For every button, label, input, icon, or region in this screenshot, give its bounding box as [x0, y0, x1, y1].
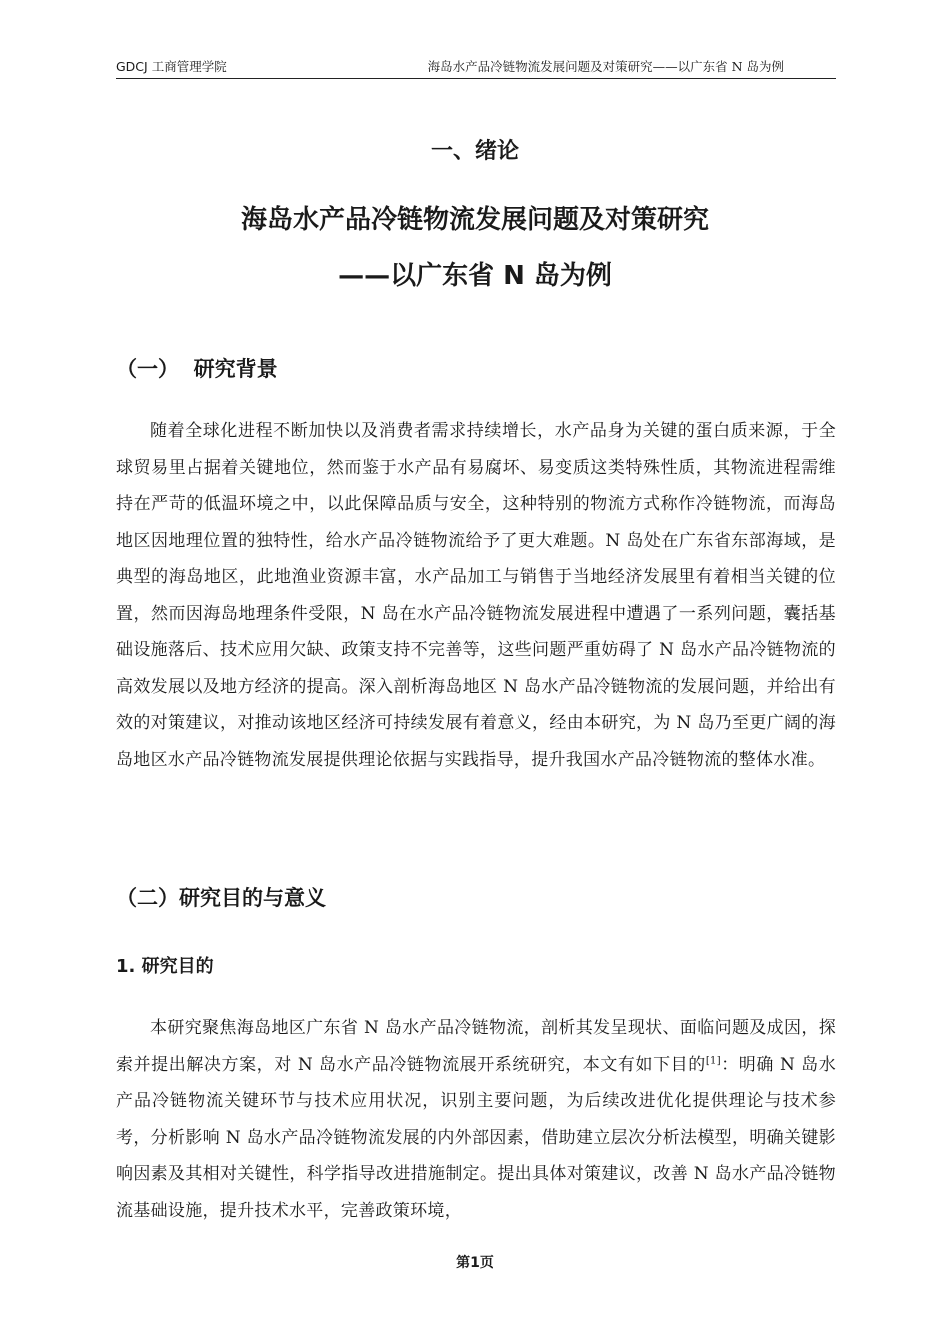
section-heading-purpose-significance: （二）研究目的与意义 — [116, 886, 326, 910]
citation-marker: [1] — [705, 1054, 721, 1066]
paragraph-purpose-part1: 本研究聚焦海岛地区广东省 N 岛水产品冷链物流，剖析其发呈现状、面临问题及成因，探索并提出解决方案，对 N 岛水产品冷链物流展开系统研究，本文有如下目的 — [116, 1018, 836, 1075]
paragraph-purpose-part2: ：明确 N 岛水产品冷链物流关键环节与技术应用状况，识别主要问题，为后续改进优化提供理论与技术参考，分析影响 N 岛水产品冷链物流发展的内外部因素，借助建立层次分析法模型，明确关键影响因素及其相对关键性，科学指导改进措施制定。提出具体对策建议，改善 N 岛水产品冷链物流基础设施，提升技术水平，完善政策环境， — [116, 1054, 836, 1221]
header-paper-title: 海岛水产品冷链物流发展问题及对策研究——以广东省 N 岛为例 — [427, 59, 784, 74]
subsection-heading-purpose: 1. 研究目的 — [116, 956, 214, 977]
sub-title: ——以广东省 N 岛为例 — [338, 261, 612, 291]
chapter-title: 一、绪论 — [430, 139, 519, 164]
page-number: 第1页 — [456, 1255, 494, 1271]
page-header — [116, 58, 836, 79]
paragraph-purpose — [116, 1010, 836, 1229]
paragraph-background: 随着全球化进程不断加快以及消费者需求持续增长，水产品身为关键的蛋白质来源，于全球贸易里占据着关键地位，然而鉴于水产品有易腐坏、易变质这类特殊性质，其物流进程需维持在严苛的低温环境之中，以此保障品质与安全，这种特别的物流方式称作冷链物流，而海岛地区因地理位置的独特性，给水产品冷链物流给予了更大难题。N 岛处在广东省东部海域，是典型的海岛地区，此地渔业资源丰富，水产品加工与销售于当地经济发展里有着相当关键的位置，然而因海岛地理条件受限，N 岛在水产品冷链物流发展进程中遭遇了一系列问题，囊括基础设施落后、技术应用欠缺、政策支持不完善等，这些问题严重妨碍了 N 岛水产品冷链物流的高效发展以及地方经济的提高。深入剖析海岛地区 N 岛水产品冷链物流的发展问题，并给出有效的对策建议，对推动该地区经济可持续发展有着意义，经由本研究，为 N 岛乃至更广阔的海岛地区水产品冷链物流发展提供理论依据与实践指导，提升我国水产品冷链物流的整体水准。 — [116, 421, 836, 770]
header-institution: GDCJ 工商管理学院 — [116, 59, 227, 74]
main-title: 海岛水产品冷链物流发展问题及对策研究 — [240, 205, 709, 235]
section-heading-background: （一） 研究背景 — [116, 357, 278, 381]
